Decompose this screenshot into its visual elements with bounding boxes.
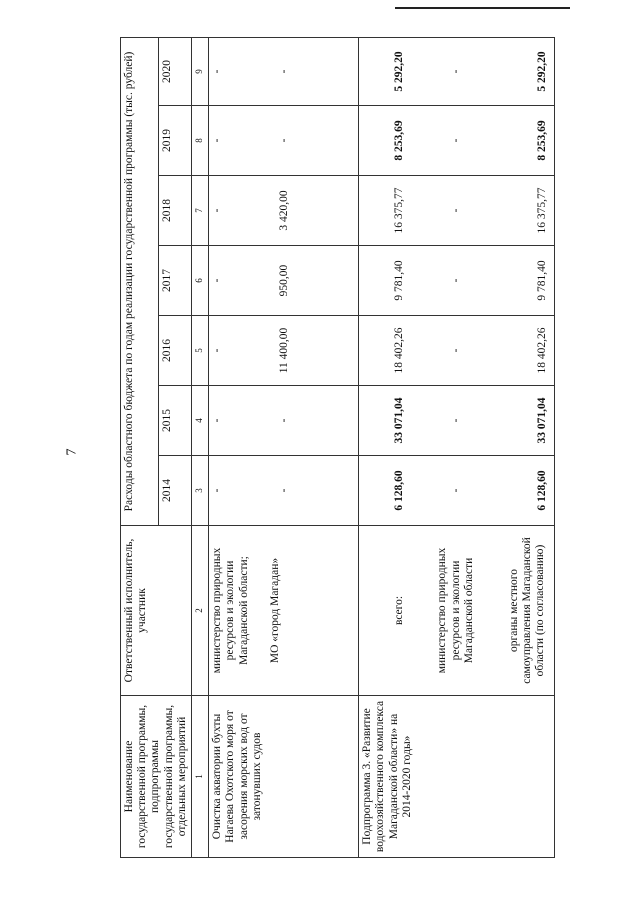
value-cell: -: [450, 69, 463, 74]
row2-executor-local: органы местного самоуправления Магаданской области (по согласованию): [507, 537, 547, 684]
value-cell: 950,00: [278, 264, 291, 297]
row2-executor-total: всего:: [393, 595, 406, 626]
header-expenses: Расходы областного бюджета по годам реализации государственной программы (тыс. рублей): [121, 37, 159, 525]
value-cell: 9 781,40: [535, 260, 548, 301]
column-number: 6: [192, 246, 209, 316]
value-cell: 5 292,20: [535, 51, 548, 92]
value-cell: 6 128,60: [393, 470, 406, 511]
value-cell: 18 402,26: [393, 327, 406, 374]
row1-2017: [209, 246, 359, 316]
value-cell: 16 375,77: [393, 187, 406, 234]
row1-2014: [209, 456, 359, 526]
value-cell: 18 402,26: [535, 327, 548, 374]
value-cell: -: [278, 138, 291, 143]
value-cell: -: [211, 138, 224, 143]
header-name: Наименование государственной программы, подпрограммы государственной программы, отдельных мероприятий: [121, 696, 192, 858]
value-cell: -: [450, 208, 463, 213]
value-cell: -: [211, 208, 224, 213]
value-cell: 3 420,00: [278, 190, 291, 231]
value-cell: -: [450, 418, 463, 423]
row1-2018: [209, 176, 359, 246]
row1-executor-mo: МО «город Магадан»: [268, 557, 281, 664]
header-year-2020: 2020: [158, 37, 191, 105]
row2-2014: [359, 456, 555, 526]
top-rule: [395, 7, 570, 9]
row1-2015: [209, 386, 359, 456]
page-number-wrap: [60, 440, 84, 464]
value-cell: -: [450, 138, 463, 143]
row1-2020: [209, 37, 359, 105]
value-cell: 6 128,60: [535, 470, 548, 511]
value-cell: 16 375,77: [535, 187, 548, 234]
value-cell: -: [450, 278, 463, 283]
header-executor: Ответственный исполнитель, участник: [121, 526, 192, 696]
row2-executors: [359, 526, 555, 696]
rotated-table-container: [120, 38, 555, 858]
row2-2017: [359, 246, 555, 316]
value-cell: 9 781,40: [393, 260, 406, 301]
value-cell: 8 253,69: [535, 120, 548, 161]
row2-2015: [359, 386, 555, 456]
row1-name: Очистка акватории бухты Нагаева Охотского моря от засорения морских вод от затонувших судов: [209, 696, 359, 858]
column-number: 2: [192, 526, 209, 696]
column-number: 1: [192, 696, 209, 858]
page-number: 7: [64, 448, 79, 456]
header-year-2016: 2016: [158, 316, 191, 386]
value-cell: -: [450, 488, 463, 493]
value-cell: 33 071,04: [535, 397, 548, 444]
value-cell: -: [211, 488, 224, 493]
budget-table: [120, 37, 555, 858]
column-number: 8: [192, 106, 209, 176]
column-number-row: [192, 37, 209, 857]
value-cell: -: [211, 69, 224, 74]
header-year-2017: 2017: [158, 246, 191, 316]
row1-2019: [209, 106, 359, 176]
row2-name: Подпрограмма 3. «Развитие водохозяйственного комплекса Магаданской области» на 2014-2020 годы»: [359, 696, 555, 858]
value-cell: -: [278, 418, 291, 423]
row2-2018: [359, 176, 555, 246]
header-year-2015: 2015: [158, 386, 191, 456]
column-number: 7: [192, 176, 209, 246]
value-cell: 8 253,69: [393, 120, 406, 161]
table-row: [209, 37, 359, 857]
value-cell: -: [211, 278, 224, 283]
value-cell: 11 400,00: [278, 327, 291, 374]
value-cell: -: [450, 348, 463, 353]
value-cell: 33 071,04: [393, 397, 406, 444]
column-number: 4: [192, 386, 209, 456]
value-cell: -: [278, 488, 291, 493]
value-cell: -: [278, 69, 291, 74]
row1-2016: [209, 316, 359, 386]
table-row: [359, 37, 555, 857]
header-year-2018: 2018: [158, 176, 191, 246]
row2-2020: [359, 37, 555, 105]
row2-2016: [359, 316, 555, 386]
row2-executor-ministry: министерство природных ресурсов и экологии Магаданской области: [436, 547, 475, 674]
row1-executors: [209, 526, 359, 696]
value-cell: -: [211, 348, 224, 353]
header-year-2019: 2019: [158, 106, 191, 176]
column-number: 3: [192, 456, 209, 526]
row1-executor-ministry: министерство природных ресурсов и экологии Магаданской области;: [211, 547, 250, 674]
column-number: 9: [192, 37, 209, 105]
value-cell: -: [211, 418, 224, 423]
column-number: 5: [192, 316, 209, 386]
value-cell: 5 292,20: [393, 51, 406, 92]
header-year-2014: 2014: [158, 456, 191, 526]
row2-2019: [359, 106, 555, 176]
